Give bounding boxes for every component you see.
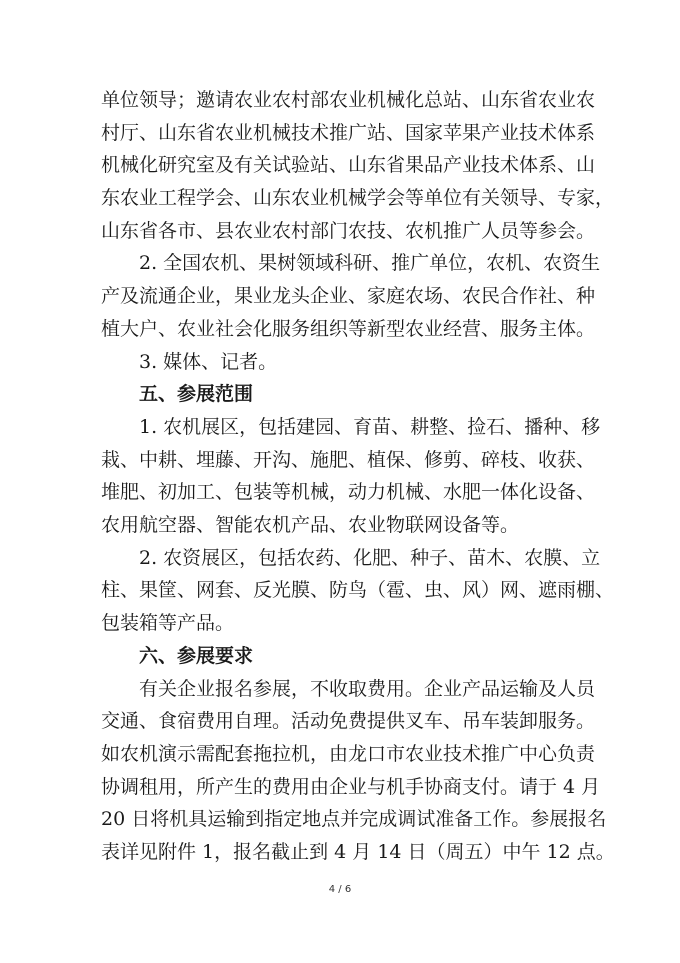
text-line: 山东省各市、县农业农村部门农技、农机推广人员等参会。	[101, 220, 596, 242]
text-line: 东农业工程学会、山东农业机械学会等单位有关领导、专家，	[101, 187, 615, 209]
text-line: 1. 农机展区，包括建园、育苗、耕整、捡石、播种、移	[139, 416, 601, 438]
page-number: 4 / 6	[328, 884, 352, 895]
text-line: 单位领导；邀请农业农村部农业机械化总站、山东省农业农	[101, 89, 596, 111]
text-line: 2. 农资展区，包括农药、化肥、种子、苗木、农膜、立	[139, 547, 601, 569]
text-line: 有关企业报名参展，不收取费用。企业产品运输及人员	[139, 678, 596, 700]
text-line: 机械化研究室及有关试验站、山东省果品产业技术体系、山	[101, 154, 596, 176]
text-line: 3. 媒体、记者。	[139, 351, 278, 373]
text-line: 如农机演示需配套拖拉机，由龙口市农业技术推广中心负责	[101, 743, 596, 765]
text-line: 农用航空器、智能农机产品、农业物联网设备等。	[101, 514, 520, 536]
section-heading: 五、参展范围	[139, 383, 254, 405]
text-line: 交通、食宿费用自理。活动免费提供叉车、吊车装卸服务。	[101, 710, 596, 732]
text-line: 柱、果筐、网套、反光膜、防鸟（雹、虫、风）网、遮雨棚、	[101, 579, 615, 601]
text-line: 20 日将机具运输到指定地点并完成调试准备工作。参展报名	[101, 808, 607, 830]
text-line: 栽、中耕、埋藤、开沟、施肥、植保、修剪、碎枝、收获、	[101, 449, 596, 471]
text-line: 协调租用，所产生的费用由企业与机手协商支付。请于 4 月	[101, 776, 601, 798]
text-line: 产及流通企业，果业龙头企业、家庭农场、农民合作社、种	[101, 285, 596, 307]
text-line: 2. 全国农机、果树领域科研、推广单位，农机、农资生	[139, 252, 601, 274]
text-line: 村厅、山东省农业机械技术推广站、国家苹果产业技术体系	[101, 122, 596, 144]
text-line: 表详见附件 1，报名截止到 4 月 14 日（周五）中午 12 点。	[101, 841, 615, 863]
text-line: 堆肥、初加工、包装等机械，动力机械、水肥一体化设备、	[101, 481, 596, 503]
text-line: 植大户、农业社会化服务组织等新型农业经营、服务主体。	[101, 318, 596, 340]
section-heading: 六、参展要求	[139, 645, 254, 667]
text-line: 包装箱等产品。	[101, 612, 235, 634]
